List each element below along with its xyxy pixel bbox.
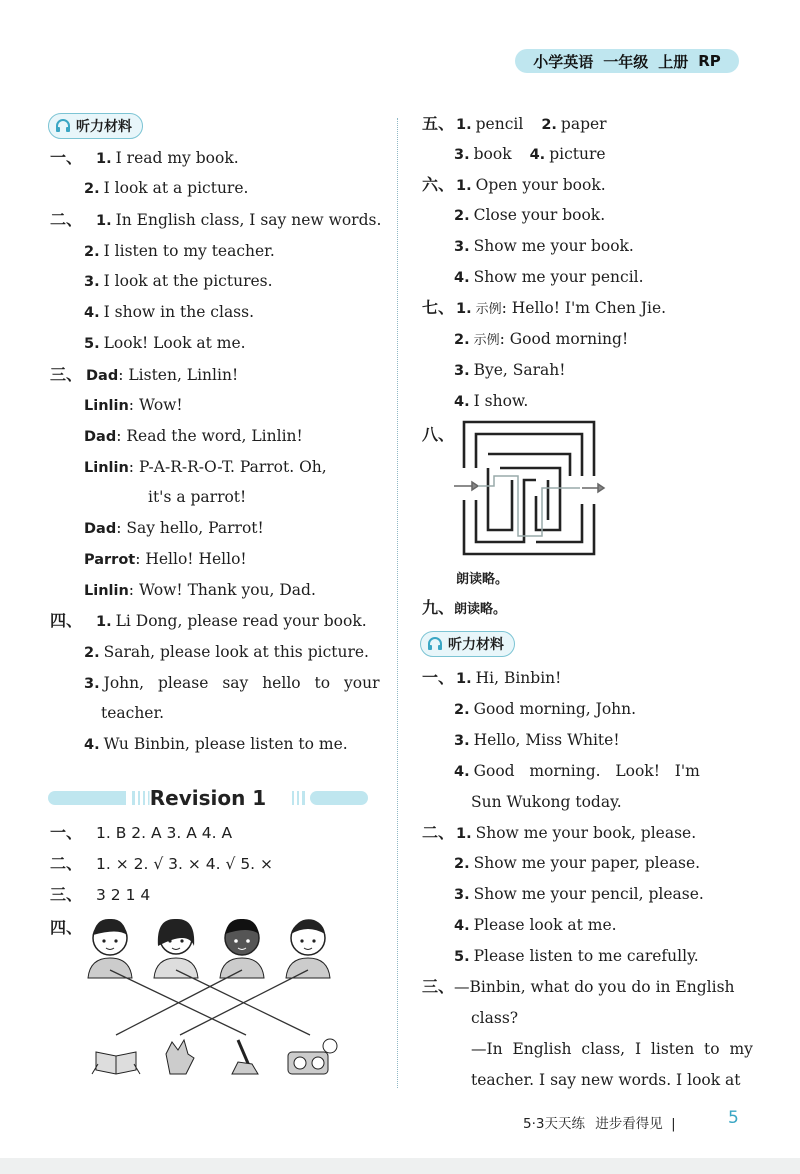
revision-title: Revision 1 (149, 786, 267, 810)
t3-line-4: teacher. I say new words. I look at (471, 1071, 741, 1089)
s4-line-4: teacher. (101, 704, 165, 722)
t1-line-2: 2. Good morning, John. (454, 700, 637, 718)
s2-line-3: 3. I look at the pictures. (84, 272, 273, 290)
hand-wave-icon (166, 1040, 194, 1074)
s3-line-8: Linlin: Wow! Thank you, Dad. (84, 581, 316, 599)
s8-note: 朗读略。 (456, 572, 509, 587)
headphones-icon (55, 119, 71, 133)
s6-line-1: 六、 1. Open your book. (422, 175, 606, 194)
header-tag (515, 49, 739, 73)
t1-line-5: Sun Wukong today. (471, 793, 622, 811)
t2-line-1: 二、 1. Show me your book, please. (422, 823, 697, 842)
r4-line: 四、 (50, 918, 83, 937)
footer-brand: 5·3天天练 (523, 1116, 585, 1132)
s3-line-5: it's a parrot! (148, 488, 247, 506)
s4-line-1: 四、 1. Li Dong, please read your book. (50, 611, 367, 630)
t2-line-3: 3. Show me your pencil, please. (454, 885, 704, 903)
revision-banner (48, 783, 368, 813)
s6-line-2: 2. Close your book. (454, 206, 606, 224)
t1-line-3: 3. Hello, Miss White! (454, 731, 620, 749)
grade: 一年级 (603, 52, 649, 71)
s2-line-4: 4. I show in the class. (84, 303, 255, 321)
s4-line-2: 2. Sarah, please look at this picture. (84, 643, 369, 661)
s3-line-3: Dad: Read the word, Linlin! (84, 427, 303, 445)
t3-line-3: —In English class, I listen to my (471, 1040, 753, 1058)
column-divider (397, 118, 398, 1088)
footer-slogan: 进步看得见 (595, 1116, 663, 1132)
s9-line: 九、朗读略。 (422, 598, 507, 617)
s3-line-2: Linlin: Wow! (84, 396, 183, 414)
r2-line: 二、 1. × 2. √ 3. × 4. √ 5. × (50, 854, 274, 873)
s3-line-1: 三、 Dad: Listen, Linlin! (50, 365, 239, 384)
headphones-icon (427, 637, 443, 651)
s7-line-2: 2. 示例: Good morning! (454, 330, 629, 348)
listening-material-badge-2 (420, 631, 515, 657)
footer-separator: | (671, 1116, 676, 1132)
s6-line-3: 3. Show me your book. (454, 237, 634, 255)
girl-face-icon (154, 919, 198, 978)
footer (523, 1112, 676, 1132)
page-number: 5 (728, 1108, 739, 1128)
s8-label: 八、 (422, 425, 455, 444)
volume: 上册 (658, 52, 689, 71)
t1-line-1: 一、 1. Hi, Binbin! (422, 668, 562, 687)
edition: RP (698, 52, 721, 70)
s7-line-3: 3. Bye, Sarah! (454, 361, 566, 379)
t3-line-1: 三、—Binbin, what do you do in English (422, 977, 735, 996)
dark-boy-face-icon (220, 919, 264, 978)
pencil-hand-icon (232, 1040, 258, 1074)
s7-line-4: 4. I show. (454, 392, 529, 410)
s3-line-4: Linlin: P-A-R-R-O-T. Parrot. Oh, (84, 458, 327, 476)
subject: 小学英语 (533, 52, 594, 71)
s1-line-2: 2. I look at a picture. (84, 179, 249, 197)
boy-2-face-icon (286, 919, 330, 978)
bottom-strip (0, 1158, 800, 1174)
badge-label: 听力材料 (76, 119, 132, 135)
matching-illustration (80, 910, 350, 1090)
s6-line-4: 4. Show me your pencil. (454, 268, 644, 286)
t3-line-2: class? (471, 1009, 519, 1027)
s2-line-5: 5. Look! Look at me. (84, 334, 246, 352)
speaker-radio-icon (288, 1039, 337, 1074)
s5-line-2: 3. book 4. picture (454, 145, 606, 163)
s7-line-1: 七、 1. 示例: Hello! I'm Chen Jie. (422, 298, 667, 317)
s3-line-7: Parrot: Hello! Hello! (84, 550, 247, 568)
r1-line: 一、 1. B 2. A 3. A 4. A (50, 823, 233, 842)
listening-material-badge (48, 113, 143, 139)
s4-line-5: 4. Wu Binbin, please listen to me. (84, 735, 348, 753)
t1-line-4: 4. Good morning. Look! I'm (454, 762, 700, 780)
s2-line-1: 二、 1. In English class, I say new words. (50, 210, 382, 229)
s4-line-3: 3. John, please say hello to your (84, 674, 380, 692)
s5-line-1: 五、 1. pencil 2. paper (422, 114, 607, 133)
s3-line-6: Dad: Say hello, Parrot! (84, 519, 264, 537)
t2-line-5: 5. Please listen to me carefully. (454, 947, 699, 965)
book-reading-icon (92, 1052, 140, 1074)
r3-line: 三、 3 2 1 4 (50, 885, 151, 904)
s1-line-1: 一、 1. I read my book. (50, 148, 239, 167)
s2-line-2: 2. I listen to my teacher. (84, 242, 275, 260)
boy-face-icon (88, 919, 132, 978)
maze-diagram (452, 420, 612, 560)
badge-label: 听力材料 (448, 637, 504, 653)
t2-line-2: 2. Show me your paper, please. (454, 854, 701, 872)
t2-line-4: 4. Please look at me. (454, 916, 617, 934)
